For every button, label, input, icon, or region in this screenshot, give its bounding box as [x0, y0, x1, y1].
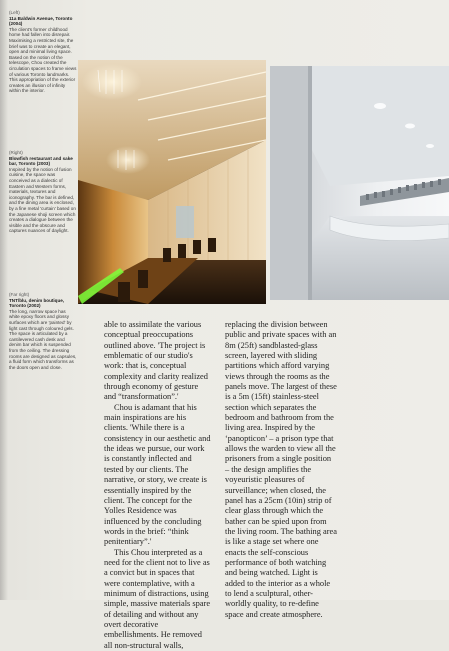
captions-column [9, 10, 77, 370]
caption-position: (Right) [9, 150, 23, 155]
caption-position: (Far right) [9, 292, 30, 297]
body-paragraph: able to assimilate the various conceptual preoccupations outlined above. 'The project is emblematic of our studio's work: that is, conceptual complexity and clarity realized through economy of gesture and “transformation”.' [104, 320, 208, 402]
restaurant-photo [78, 60, 266, 304]
caption-heading: TNT/blu, denim boutique, Toronto (2002) [9, 297, 65, 309]
body-text-column-2 [225, 320, 337, 620]
caption-right [9, 150, 77, 234]
binding-shadow [0, 0, 8, 600]
corridor-illustration [270, 66, 449, 300]
body-text-column-1 [104, 320, 212, 651]
boutique-corridor-photo [270, 66, 449, 300]
body-paragraph: Chou is adamant that his main inspirations are his clients. 'While there is a consistency in our aesthetic and the ideas we pursue, our work is constantly inflected and tested by our clients. The narrative, or story, we create is essentially inspired by the client. The concept for the Yolles Residence was influenced by the concluding words in the brief: “think penitentiary”.' [104, 402, 211, 547]
caption-heading: Blowfish restaurant and sake bar, Toronto (2003) [9, 155, 73, 167]
caption-left [9, 10, 77, 94]
caption-position: (Left) [9, 10, 20, 15]
caption-far-right [9, 292, 77, 370]
caption-body: The long, narrow space has white epoxy floors and glossy surfaces which are 'painted' by light cast through coloured gels. The space is articulated by a cantilevered cash desk and denim bar which is suspended from the ceiling. The dressing rooms are designed as capsules, a fluid form which transforms as the doors open and close. [9, 308, 77, 370]
body-paragraph: This Chou interpreted as a need for the client not to live as a convict but in spaces that were contemplative, with a minimum of distractions, using simple, massive materials spare of detailing and without any overt decorative embellishments. He removed all non-structural walls, [104, 547, 211, 650]
caption-body: Inspired by the notion of fusion cuisine, the space was conceived as a dialectic of Eastern and Western forms, materials, textures and iconography. The bar is defined, and the dining area is enclosed, by a fine metal 'curtain' based on the Japanese shoji screen which creates a dialogue between the visible and the obscure and captures nuances of daylight. [9, 166, 76, 234]
body-paragraph: replacing the division between public and private spaces with an 8m (25ft) sandblasted-glass screen, layered with sliding partitions which afford varying views through the rooms as the panels move. The largest of these is a 5m (15ft) stainless-steel section which separates the bedroom and bathroom from the living area. Inspired by the ‘panopticon’ – a prison type that allows the warden to view all the prisoners from a single position – the design amplifies the voyeuristic pleasures of surveillance; when closed, the panel has a 25cm (10in) strip of clear glass through which the bather can be spied upon from the living room. The bathing area is like a stage set where one enacts the self-conscious performance of both watching and being watched. Light is added to the interior as a whole to lend a sculptural, other-worldly quality, to re-define space and create atmosphere. [225, 320, 337, 619]
restaurant-illustration [78, 60, 266, 304]
caption-heading: 11a Baldwin Avenue, Toronto (2004) [9, 15, 73, 27]
caption-body: The client's former childhood home had fallen into disrepair. Maximising a restricted site, the brief was to create an elegant, open and minimal living space. Based on the notion of the telescope, Chou created the circulation spaces to frame views of various Toronto landmarks. This appropriation of the exterior creates an illusion of infinity within the interior. [9, 26, 77, 94]
